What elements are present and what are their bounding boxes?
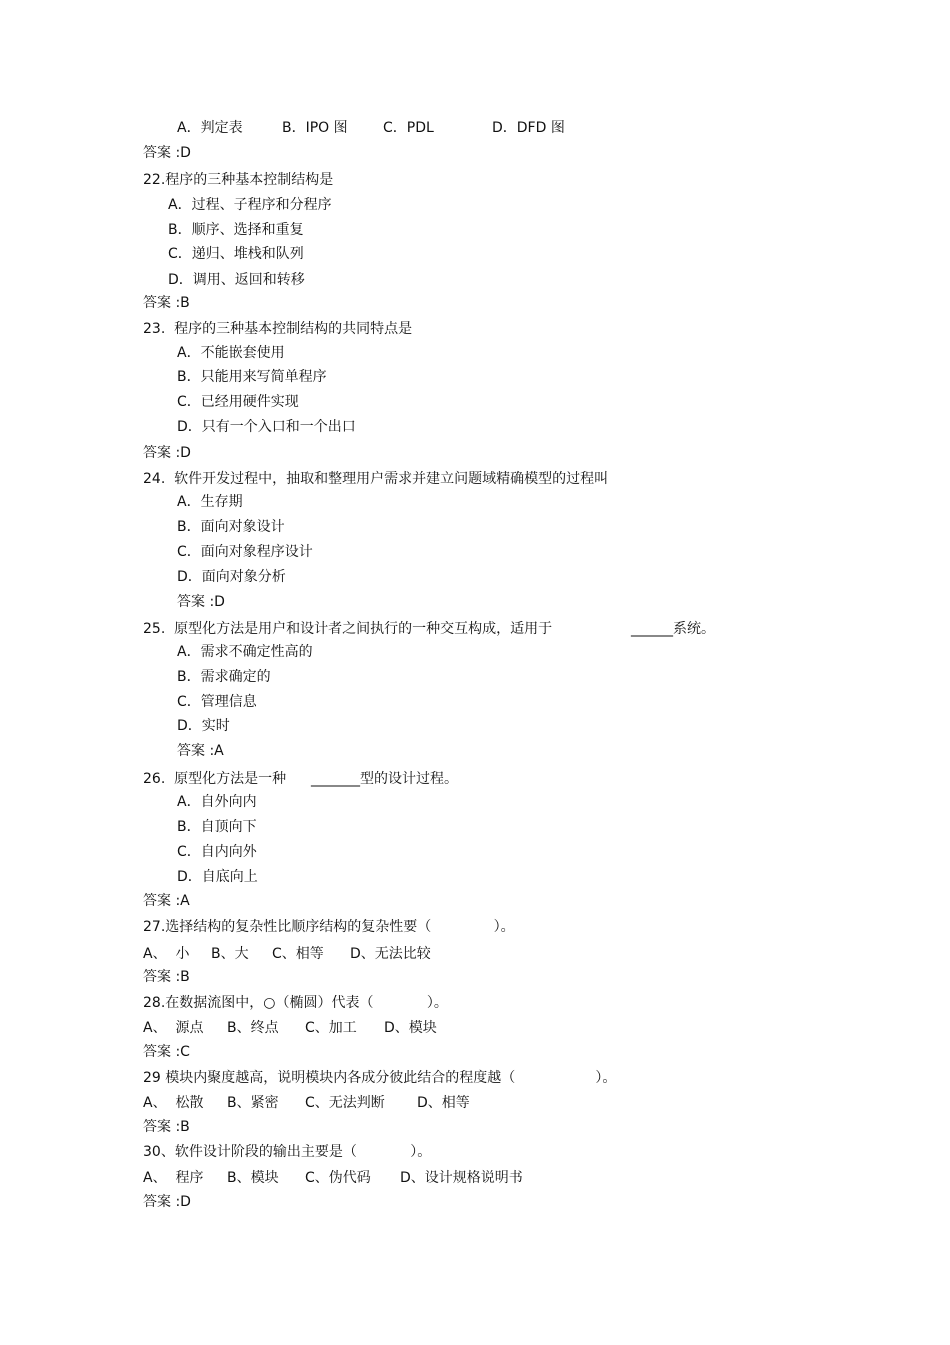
q30-option-a: A、 程序 xyxy=(143,1170,204,1186)
q21-answer: 答案 :D xyxy=(143,145,191,161)
q22-option-a: A．过程、子程序和分程序 xyxy=(168,197,332,213)
q23-option-a: A．不能嵌套使用 xyxy=(177,345,285,361)
q27-option-d: D、无法比较 xyxy=(350,946,431,962)
q26-option-b: B．自顶向下 xyxy=(177,819,257,835)
q25-option-b: B．需求确定的 xyxy=(177,669,271,685)
q22-stem: 22.程序的三种基本控制结构是 xyxy=(143,172,334,188)
q30-stem: 30、软件设计阶段的输出主要是（ ）。 xyxy=(143,1144,432,1160)
q23-answer: 答案 :D xyxy=(143,445,191,461)
q30-answer: 答案 :D xyxy=(143,1194,191,1210)
q24-stem: 24. 软件开发过程中，抽取和整理用户需求并建立问题域精确模型的过程叫 xyxy=(143,471,609,487)
q26-stem: 26. 原型化方法是一种 xyxy=(143,771,287,787)
q23-option-c: C．已经用硬件实现 xyxy=(177,394,299,410)
q28-answer: 答案 :C xyxy=(143,1044,190,1060)
q29-option-a: A、 松散 xyxy=(143,1095,204,1111)
q28-option-d: D、模块 xyxy=(384,1020,437,1036)
q30-option-c: C、伪代码 xyxy=(305,1170,371,1186)
q24-answer: 答案 :D xyxy=(177,594,225,610)
q27-stem: 27.选择结构的复杂性比顺序结构的复杂性要（ ）。 xyxy=(143,919,515,935)
q23-option-b: B．只能用来写简单程序 xyxy=(177,369,327,385)
q25-answer: 答案 :A xyxy=(177,743,224,759)
q29-option-b: B、紧密 xyxy=(227,1095,279,1111)
q26-option-a: A．自外向内 xyxy=(177,794,257,810)
q21-option-a: A．判定表 xyxy=(177,120,243,136)
q24-option-d: D．面向对象分析 xyxy=(177,569,286,585)
q25-option-a: A．需求不确定性高的 xyxy=(177,644,313,660)
q27-option-a: A、 小 xyxy=(143,946,190,962)
q26-stem-blank: _______型的设计过程。 xyxy=(311,771,458,787)
q28-option-a: A、 源点 xyxy=(143,1020,204,1036)
q29-answer: 答案 :B xyxy=(143,1119,190,1135)
q24-option-c: C．面向对象程序设计 xyxy=(177,544,313,560)
q22-option-d: D．调用、返回和转移 xyxy=(168,272,305,288)
q28-option-c: C、加工 xyxy=(305,1020,357,1036)
q26-answer: 答案 :A xyxy=(143,893,190,909)
q29-option-d: D、相等 xyxy=(417,1095,470,1111)
q25-stem-blank: ______系统。 xyxy=(631,621,715,637)
q21-option-d: D．DFD 图 xyxy=(492,120,565,136)
q29-option-c: C、无法判断 xyxy=(305,1095,385,1111)
q28-option-b: B、终点 xyxy=(227,1020,279,1036)
q27-answer: 答案 :B xyxy=(143,969,190,985)
q21-option-b: B．IPO 图 xyxy=(282,120,348,136)
q22-answer: 答案 :B xyxy=(143,295,190,311)
q27-option-b: B、大 xyxy=(211,946,249,962)
q26-option-d: D．自底向上 xyxy=(177,869,258,885)
q23-option-d: D．只有一个入口和一个出口 xyxy=(177,419,356,435)
q21-option-c: C．PDL xyxy=(383,120,434,136)
q29-stem: 29 模块内聚度越高，说明模块内各成分彼此结合的程度越（ ）。 xyxy=(143,1070,617,1086)
q27-option-c: C、相等 xyxy=(272,946,324,962)
q28-stem: 28.在数据流图中，○（椭圆）代表（ ）。 xyxy=(143,995,448,1011)
q25-option-c: C．管理信息 xyxy=(177,694,257,710)
q26-option-c: C．自内向外 xyxy=(177,844,257,860)
q22-option-b: B．顺序、选择和重复 xyxy=(168,222,304,238)
q24-option-b: B．面向对象设计 xyxy=(177,519,285,535)
q30-option-b: B、模块 xyxy=(227,1170,279,1186)
q25-stem: 25. 原型化方法是用户和设计者之间执行的一种交互构成，适用于 xyxy=(143,621,553,637)
q22-option-c: C．递归、堆栈和队列 xyxy=(168,246,304,262)
q30-option-d: D、设计规格说明书 xyxy=(400,1170,523,1186)
q23-stem: 23. 程序的三种基本控制结构的共同特点是 xyxy=(143,321,413,337)
q25-option-d: D．实时 xyxy=(177,718,230,734)
q24-option-a: A．生存期 xyxy=(177,494,243,510)
